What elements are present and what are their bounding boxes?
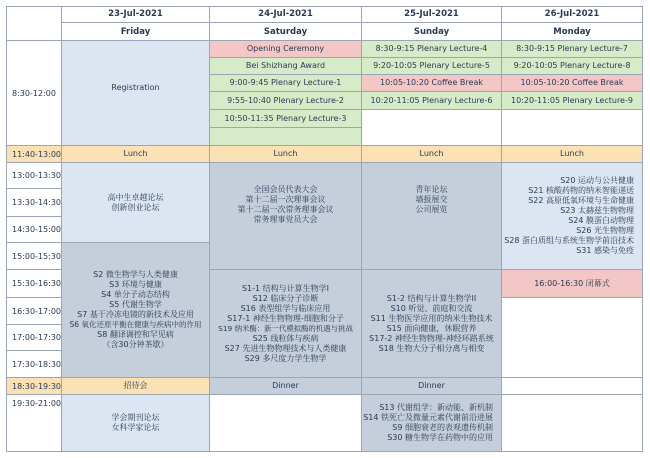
mon-plenary-8: 9:20-10:05 Plenary Lecture-8	[502, 58, 643, 75]
session-item: S1-2 结构与计算生物学II	[386, 293, 477, 303]
session-item: S10 听觉、前庭和交流	[390, 303, 473, 313]
session-item: S11 生物医学应用的纳米生物技术	[370, 313, 493, 323]
sun-lunch: Lunch	[362, 146, 502, 163]
session-item: S16 表型组学与临床应用	[240, 303, 331, 313]
session-item: S23 太赫兹生物物理	[560, 206, 634, 215]
time-1530: 15:30-16:30	[6, 270, 62, 298]
session-item: S29 多尺度力学生物学	[244, 353, 327, 363]
session-item: S9 细胞衰老的表观遗传机制	[392, 423, 493, 432]
mon-plenary-7: 8:30-9:15 Plenary Lecture-7	[502, 41, 643, 58]
mon-afternoon-empty	[502, 298, 643, 378]
sat-opening: Opening Ceremony	[210, 41, 362, 58]
session-item: S19 纳米酶：新一代模拟酶的机遇与挑战	[218, 323, 353, 333]
date-sat: 24-Jul-2021	[210, 6, 362, 23]
conference-schedule-table	[6, 6, 643, 452]
mon-coffee-break: 10:05-10:20 Coffee Break	[502, 75, 643, 92]
session-item: S25 线粒体与疾病	[252, 333, 319, 343]
time-1300: 13:00-13:30	[6, 163, 62, 189]
mon-morning-empty	[502, 110, 643, 146]
session-item: S20 运动与公共健康	[560, 176, 634, 185]
sat-award: Bei Shizhang Award	[210, 58, 362, 75]
session-item: S22 高原低氧环境与生命健康	[528, 196, 634, 205]
date-fri: 23-Jul-2021	[62, 6, 210, 23]
fri-lunch: Lunch	[62, 146, 210, 163]
mon-evening-empty	[502, 395, 643, 452]
sat-meeting-item: 第十二届一次常务理事会议	[237, 205, 334, 214]
session-item: S3 环境与健康	[109, 280, 162, 289]
sun-sessions-block	[362, 270, 502, 378]
date-sun: 25-Jul-2021	[362, 6, 502, 23]
time-1930: 19:30-21:00	[6, 395, 62, 452]
time-1430: 14:30-15:00	[6, 217, 62, 243]
time-morning: 8:30-12:00	[6, 41, 62, 146]
mon-closing-ceremony: 16:00-16:30 闭幕式	[502, 270, 643, 298]
sat-sessions-block	[210, 270, 362, 378]
sun-plenary-5: 9:20-10:05 Plenary Lecture-5	[362, 58, 502, 75]
fri-sessions-block	[62, 243, 210, 378]
fri-evening-block	[62, 395, 210, 452]
session-item: S5 代谢生物学	[109, 300, 162, 309]
session-item: S17-2 神经生物物理-神经环路系统	[369, 333, 494, 343]
fri-forum-item: 高中生卓越论坛	[107, 192, 164, 202]
session-item: S31 感染与免疫	[576, 246, 634, 255]
day-fri: Friday	[62, 23, 210, 41]
time-1830: 18:30-19:30	[6, 378, 62, 395]
day-sat: Saturday	[210, 23, 362, 41]
session-item: S14 铁死亡及微量元素代谢前沿进展	[363, 413, 493, 422]
mon-dinner-empty	[502, 378, 643, 395]
sun-morning-empty	[362, 110, 502, 146]
sun-plenary-4: 8:30-9:15 Plenary Lecture-4	[362, 41, 502, 58]
sat-plenary-1: 9:00-9:45 Plenary Lecture-1	[210, 75, 362, 92]
mon-lunch: Lunch	[502, 146, 643, 163]
sun-forum-item: 公司展览	[415, 205, 448, 214]
sat-meeting-item: 常务理事党员大会	[253, 215, 318, 224]
session-item: S15 面向健康，休眠营养	[386, 323, 477, 333]
session-item: S21 核酸药物的纳米智能递送	[528, 186, 634, 195]
time-1500: 15:00-15:30	[6, 243, 62, 270]
sat-lunch: Lunch	[210, 146, 362, 163]
time-lunch: 11:40-13:00	[6, 146, 62, 163]
session-item: S7 基于冷冻电镜的新技术及应用	[77, 310, 194, 319]
session-item: S6 氧化还原平衡在健康与疾病中的作用	[69, 320, 202, 329]
fri-forum-item: 创新创业论坛	[111, 202, 160, 212]
sat-meeting-item: 全国会员代表大会	[253, 185, 318, 194]
session-item: S30 糖生物学在药物中的应用	[387, 433, 493, 442]
time-1630: 16:30-17:00	[6, 298, 62, 325]
fri-reception: 招待会	[62, 378, 210, 395]
session-item: S26 光生物物理	[576, 226, 634, 235]
session-note: （含30分钟茶歇）	[102, 340, 169, 349]
sat-meetings-block	[210, 163, 362, 270]
session-item: S17-1 神经生物物理-细胞和分子	[227, 313, 344, 323]
sat-morning-empty	[210, 128, 362, 146]
fri-evening-item: 女科学家论坛	[111, 423, 160, 432]
fri-evening-item: 学会期刊论坛	[111, 413, 160, 422]
sat-plenary-2: 9:55-10:40 Plenary Lecture-2	[210, 92, 362, 110]
session-item: S8 翻译调控和罕见病	[97, 330, 174, 339]
session-item: S24 膜蛋白动物理	[568, 216, 634, 225]
sun-evening-block	[362, 395, 502, 452]
fri-registration: Registration	[62, 41, 210, 146]
day-sun: Sunday	[362, 23, 502, 41]
session-item: S12 临床分子诊断	[252, 293, 319, 303]
time-1330: 13:30-14:30	[6, 189, 62, 217]
mon-sessions-block	[502, 163, 643, 270]
sun-coffee-break: 10:05-10:20 Coffee Break	[362, 75, 502, 92]
sat-plenary-3: 10:50-11:35 Plenary Lecture-3	[210, 110, 362, 128]
time-1730: 17:30-18:30	[6, 351, 62, 378]
time-1700: 17:00-17:30	[6, 325, 62, 351]
session-item: S1-1 结构与计算生物学I	[241, 283, 330, 293]
session-item: S2 微生物学与人类健康	[93, 270, 178, 279]
sun-forum-item: 青年论坛	[415, 185, 448, 194]
sat-evening-empty	[210, 395, 362, 452]
session-item: S13 代谢组学：新动能、新机制	[379, 403, 493, 412]
sun-dinner: Dinner	[362, 378, 502, 395]
session-item: S18 生物大分子相分离与相变	[378, 343, 485, 353]
session-item: S4 单分子动态结构	[101, 290, 170, 299]
date-mon: 26-Jul-2021	[502, 6, 643, 23]
sun-plenary-6: 10:20-11:05 Plenary Lecture-6	[362, 92, 502, 110]
session-item: S28 蛋白质组与系统生物学前沿技术	[504, 236, 634, 245]
sat-meeting-item: 第十二届一次理事会议	[245, 195, 326, 204]
day-mon: Monday	[502, 23, 643, 41]
sun-forum-item: 墙报展交	[415, 195, 448, 204]
corner-cell	[6, 6, 62, 41]
sat-dinner: Dinner	[210, 378, 362, 395]
sun-forum-block	[362, 163, 502, 270]
mon-plenary-9: 10:20-11:05 Plenary Lecture-9	[502, 92, 643, 110]
session-item: S27 先进生物物理技术与人类健康	[224, 343, 347, 353]
fri-forum-block	[62, 163, 210, 243]
